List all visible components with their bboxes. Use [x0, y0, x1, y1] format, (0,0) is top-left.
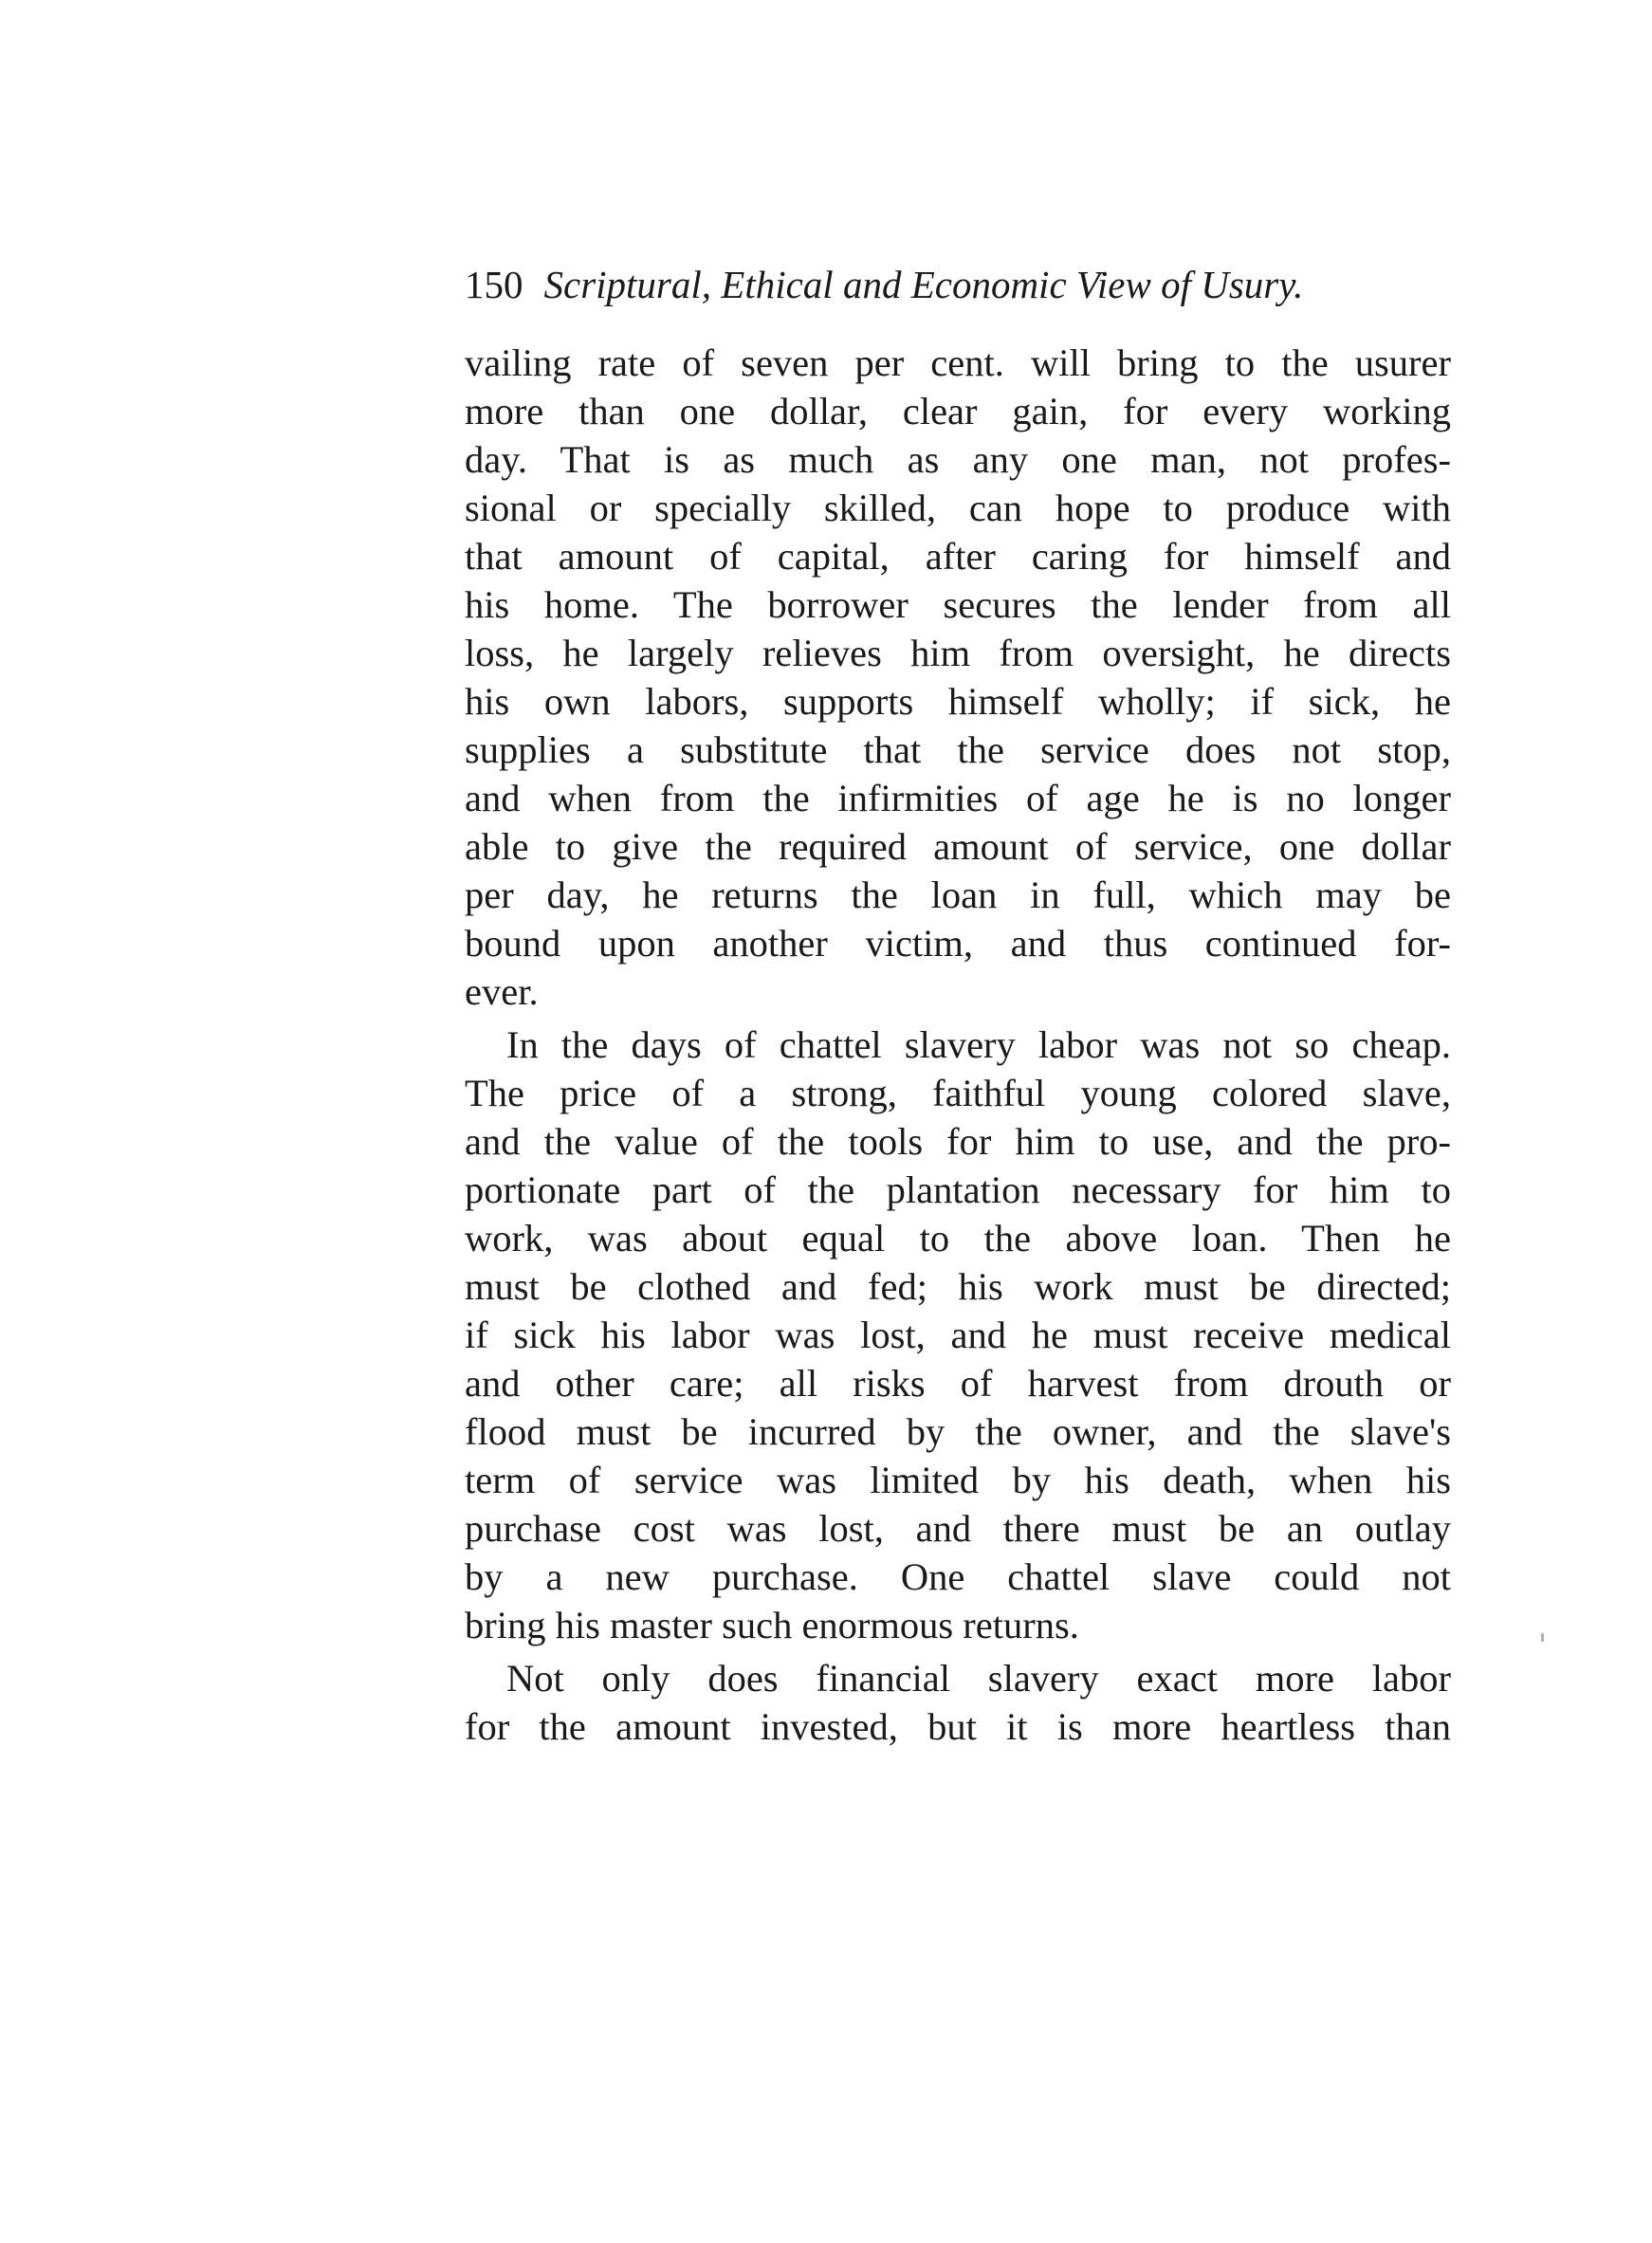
book-title: Scriptural, Ethical and Economic View of Usury.: [543, 263, 1304, 306]
text-line: per day, he returns the loan in full, which may be: [465, 873, 1451, 916]
text-line: and when from the infirmities of age he is no longer: [465, 777, 1451, 819]
text-line: sional or specially skilled, can hope to produce with: [465, 487, 1451, 529]
text-line: day. That is as much as any one man, not profes-: [465, 438, 1451, 481]
text-line: vailing rate of seven per cent. will bring to the usurer: [465, 341, 1451, 384]
text-line: Not only does financial slavery exact more labor: [506, 1657, 1451, 1700]
text-line: must be clothed and fed; his work must be directed;: [465, 1265, 1451, 1308]
text-line: bound upon another victim, and thus continued for-: [465, 922, 1451, 965]
text-line: and other care; all risks of harvest from drouth or: [465, 1362, 1451, 1405]
body-text: [465, 339, 1451, 1751]
text-line: purchase cost was lost, and there must be an outlay: [465, 1507, 1451, 1550]
text-line: his own labors, supports himself wholly; if sick, he: [465, 680, 1451, 723]
text-line: for the amount invested, but it is more heartless than: [465, 1705, 1451, 1748]
text-line: that amount of capital, after caring for himself and: [465, 535, 1451, 578]
text-line: more than one dollar, clear gain, for every working: [465, 390, 1451, 432]
text-line: The price of a strong, faithful young colored slave,: [465, 1072, 1451, 1114]
text-line: supplies a substitute that the service does not stop,: [465, 728, 1451, 771]
text-line: In the days of chattel slavery labor was not so cheap.: [506, 1023, 1451, 1066]
text-line: if sick his labor was lost, and he must receive medical: [465, 1314, 1451, 1356]
text-line: portionate part of the plantation necessary for him to: [465, 1168, 1451, 1211]
text-line: his home. The borrower secures the lender from all: [465, 583, 1451, 626]
running-head: [465, 256, 1451, 313]
text-line: work, was about equal to the above loan. Then he: [465, 1217, 1451, 1259]
paragraph-1: [465, 339, 1451, 1016]
text-line: ever.: [465, 970, 539, 1013]
text-line: flood must be incurred by the owner, and the slave's: [465, 1410, 1451, 1453]
text-line: and the value of the tools for him to use, and the pro-: [465, 1120, 1451, 1163]
text-line: by a new purchase. One chattel slave could not: [465, 1555, 1451, 1598]
scan-speck: [1541, 1633, 1544, 1642]
text-line: bring his master such enormous returns.: [465, 1604, 1079, 1646]
page-number: 150: [465, 263, 523, 306]
text-line: term of service was limited by his death, when his: [465, 1459, 1451, 1501]
paragraph-2: [465, 1020, 1451, 1649]
text-line: able to give the required amount of service, one dollar: [465, 825, 1451, 868]
paragraph-3: [465, 1654, 1451, 1751]
text-line: loss, he largely relieves him from oversight, he directs: [465, 632, 1451, 674]
